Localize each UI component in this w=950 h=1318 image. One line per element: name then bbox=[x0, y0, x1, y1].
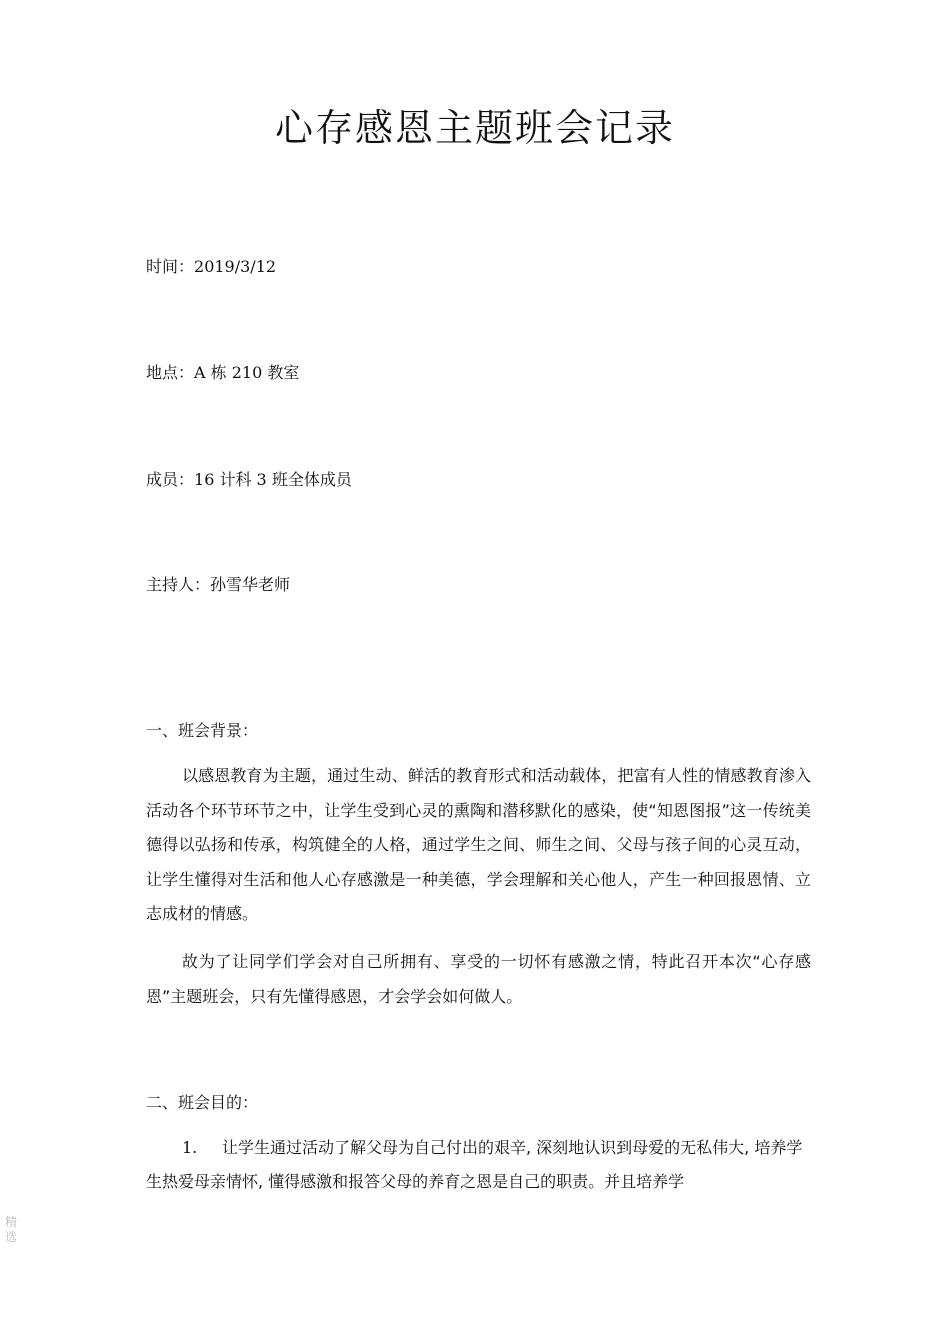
meta-place-value: A 栋 210 教室 bbox=[194, 363, 300, 382]
list-item-text: 让学生通过活动了解父母为自己付出的艰辛, 深刻地认识到母爱的无私伟大, 培养学生热爱母亲情怀, 懂得感激和报答父母的养育之恩是自己的职责。并且培养学 bbox=[146, 1138, 803, 1191]
meta-members-label: 成员： bbox=[146, 470, 195, 489]
section-heading-background: 一、班会背景： bbox=[146, 721, 259, 740]
meta-members-value: 16 计科 3 班全体成员 bbox=[194, 470, 352, 489]
background-paragraph: 以感恩教育为主题，通过生动、鲜活的教育形式和活动载体，把富有人性的情感教育渗入活动各个环节环节之中，让学生受到心灵的熏陶和潜移默化的感染，使“知恩图报”这一传统美德得以弘扬和传承，构筑健全的人格，通过学生之间、师生之间、父母与孩子间的心灵互动，让学生懂得对生活和他人心存感激是一种美德，学会理解和关心他人，产生一种回报恩情、立志成材的情感。 bbox=[146, 766, 811, 923]
meta-host-value: 孙雪华老师 bbox=[210, 575, 291, 594]
meta-place bbox=[146, 361, 299, 385]
watermark-text: 精选 bbox=[5, 1215, 18, 1244]
meta-host bbox=[146, 573, 290, 597]
meta-members bbox=[146, 468, 352, 492]
meta-time-label: 时间： bbox=[146, 257, 195, 276]
meta-time-value: 2019/3/12 bbox=[194, 257, 277, 276]
meta-place-label: 地点： bbox=[146, 363, 195, 382]
meta-time bbox=[146, 255, 276, 279]
document-title: 心存感恩主题班会记录 bbox=[274, 106, 675, 150]
section-heading-purpose: 二、班会目的： bbox=[146, 1093, 259, 1112]
list-item-number: 1. bbox=[182, 1138, 198, 1157]
background-paragraph: 故为了让同学们学会对自己所拥有、享受的一切怀有感激之情，特此召开本次“心存感恩”主题班会，只有先懂得感恩，才会学会如何做人。 bbox=[146, 952, 811, 1006]
purpose-list-item bbox=[146, 1131, 811, 1199]
meta-host-label: 主持人： bbox=[146, 575, 211, 594]
